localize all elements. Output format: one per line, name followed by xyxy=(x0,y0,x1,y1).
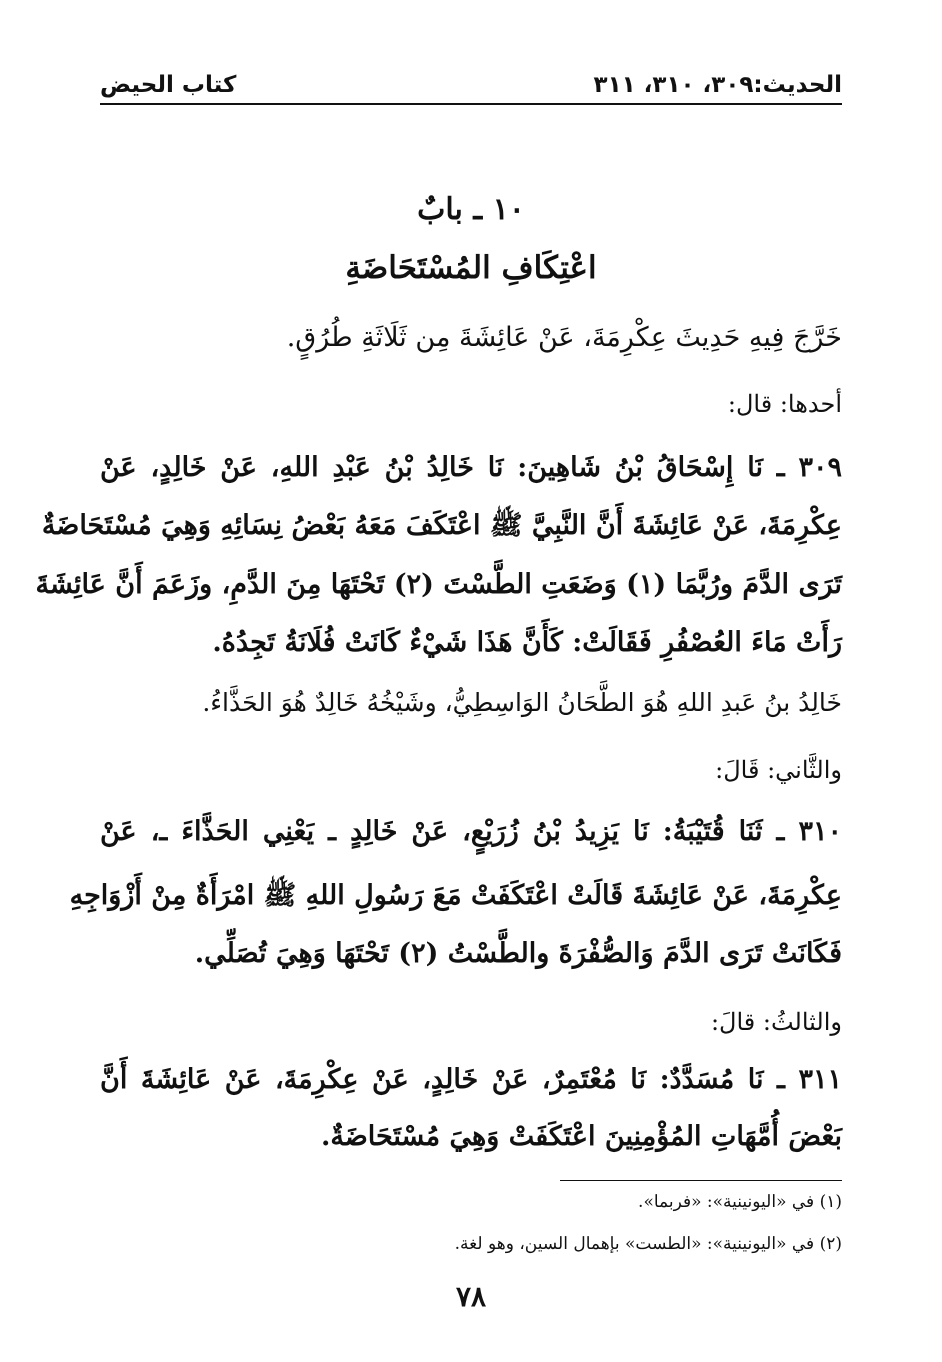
chapter-title: اعْتِكَافِ المُسْتَحَاضَةِ xyxy=(345,250,597,286)
narration-label-3: والثالثُ: قالَ: xyxy=(710,1008,842,1036)
hadith-309-commentary: خَالِدُ بنُ عَبدِ اللهِ هُوَ الطَّحَانُ الوَاسِطِيُّ، وشَيْخُهُ خَالِدٌ هُوَ الحَذَّاءُ. xyxy=(202,688,842,717)
header-divider xyxy=(100,103,842,105)
chapter-intro: خَرَّجَ فِيهِ حَدِيثَ عِكْرِمَةَ، عَنْ عَائِشَةَ مِن ثَلَاثَةِ طُرُقٍ. xyxy=(286,322,842,353)
hadith-310-line: فَكَانَتْ تَرَى الدَّمَ وَالصُّفْرَةَ والطَّسْتُ (٢) تَحْتَهَا وَهِيَ تُصَلِّي. xyxy=(194,938,842,969)
narration-label-2: والثَّاني: قَالَ: xyxy=(715,756,842,784)
hadith-309-line: عِكْرِمَةَ، عَنْ عَائِشَةَ أَنَّ النَّبِيَّ ﷺ اعْتَكَفَ مَعَهُ بَعْضُ نِسَائِهِ وَهِيَ مُسْتَحَاضَةٌ xyxy=(41,510,842,541)
header-book-title: كتاب الحيض xyxy=(100,72,237,98)
footnote-2: (٢) في «اليونينية»: «الطست» بإهمال السين، وهو لغة. xyxy=(454,1234,842,1254)
hadith-310-line: ٣١٠ ـ ثَنَا قُتَيْبَةُ: نَا يَزِيدُ بْنُ زُرَيْعٍ، عَنْ خَالِدٍ ـ يَعْنِي الحَذَّاءَ ـ، عَنْ xyxy=(100,816,842,847)
narration-label-1: أحدها: قال: xyxy=(727,390,842,418)
running-header xyxy=(100,58,842,98)
header-hadith-range: الحديث:٣٠٩، ٣١٠، ٣١١ xyxy=(593,72,842,98)
page-number: ٧٨ xyxy=(455,1280,487,1313)
chapter-number: ١٠ ـ بابٌ xyxy=(417,192,525,227)
hadith-309-line: تَرَى الدَّمَ ورُبَّمَا (١) وَضَعَتِ الطَّسْتَ (٢) تَحْتَهَا مِنَ الدَّمِ، وزَعَمَ أَنَّ عَائِشَةَ xyxy=(35,569,842,600)
footnote-divider xyxy=(560,1180,842,1181)
hadith-311-line: ٣١١ ـ نَا مُسَدَّدٌ: نَا مُعْتَمِرٌ، عَنْ خَالِدٍ، عَنْ عِكْرِمَةَ، عَنْ عَائِشَةَ أَنَّ xyxy=(100,1064,842,1095)
hadith-309-line: رَأَتْ مَاءَ العُصْفُرِ فَقَالَتْ: كَأَنَّ هَذَا شَيْءٌ كَانَتْ فُلَانَةُ تَجِدُهُ. xyxy=(212,627,842,658)
footnote-1: (١) في «اليونينية»: «فربما». xyxy=(638,1192,842,1212)
hadith-309-line: ٣٠٩ ـ نَا إِسْحَاقُ بْنُ شَاهِينَ: نَا خَالِدُ بْنُ عَبْدِ اللهِ، عَنْ خَالِدٍ، عَنْ xyxy=(100,452,842,483)
hadith-311-line: بَعْضَ أُمَّهَاتِ المُؤْمِنِينَ اعْتَكَفَتْ وَهِيَ مُسْتَحَاضَةٌ. xyxy=(320,1121,842,1152)
hadith-310-line: عِكْرِمَةَ، عَنْ عَائِشَةَ قَالَتْ اعْتَكَفَتْ مَعَ رَسُولِ اللهِ ﷺ امْرَأَةٌ مِنْ أَزْوَاجِهِ xyxy=(69,880,842,911)
